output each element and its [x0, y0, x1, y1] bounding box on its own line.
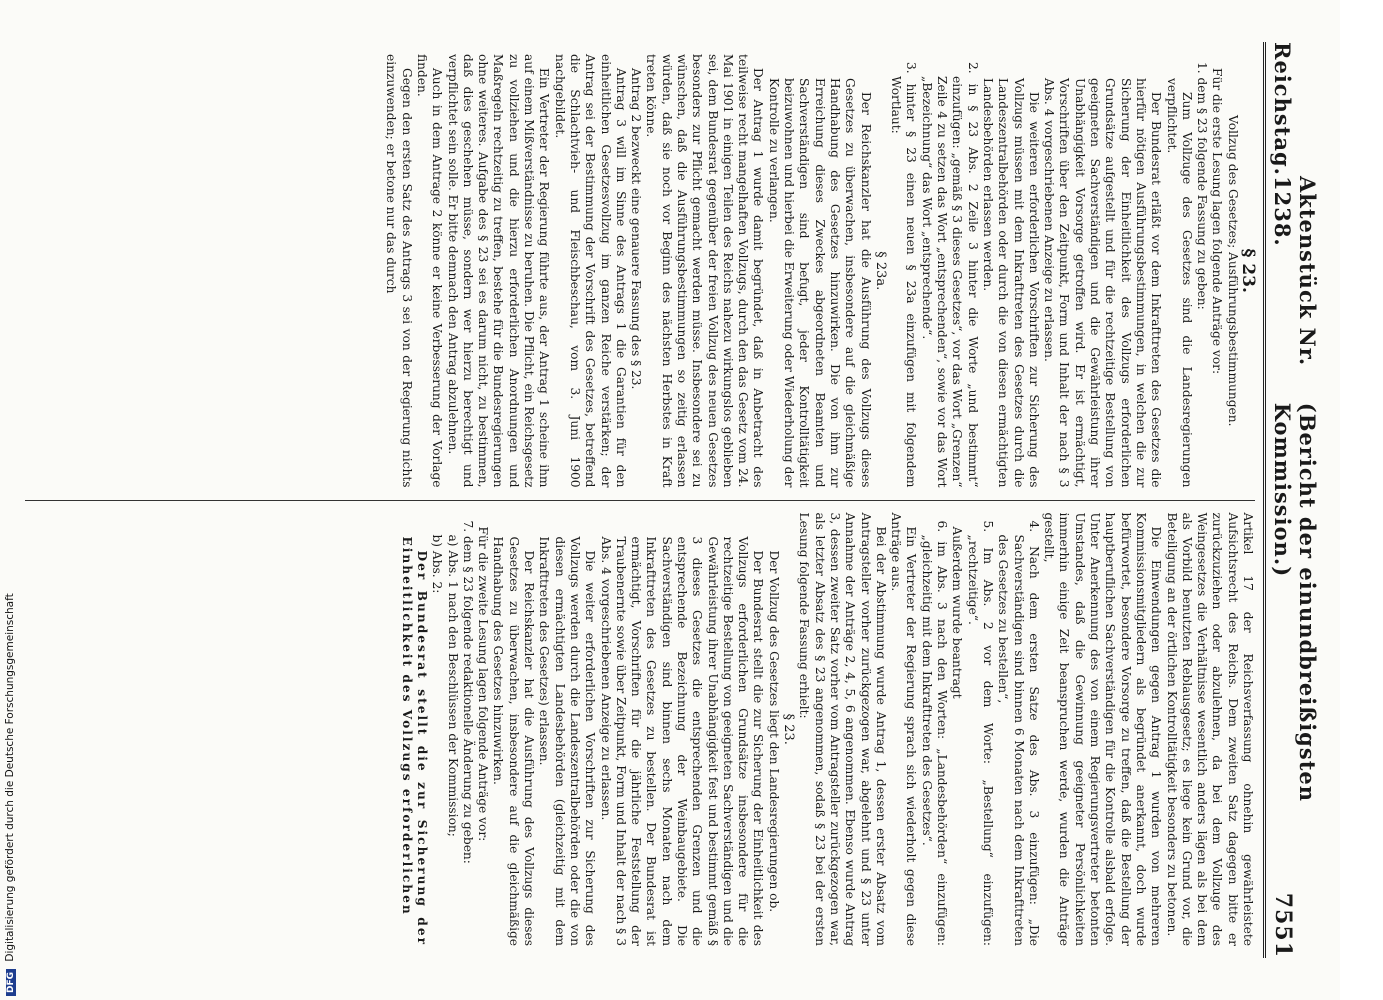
paragraph: Der Antrag 1 wurde damit begründet, daß in Anbetracht des teilweise recht mangelhaften Vollzugs, durch den das Gesetz vom 24. Mai 1901 in einigen Teilen des Reichs nahezu wirkungslos geblieben sei, dem Bundesrat gegenüber der freien Vollzug des neuen Gesetzes besonders zur Pflicht gemacht werden müsse. Insbesondere sei zu wünschen, daß die Ausführungsbestimmungen so zeitig erlassen würden, daß sie noch vor Beginn des nächsten Herbstes in Kraft treten könne. — [644, 54, 766, 488]
list-item: 2. in § 23 Abs. 2 Zeile 3 hinter die Worte „und bestimmt“ einzufügen: „gemäß § 3 dieses Gesetzes“, vor das Wort „Grenzen“ Zeile 4 zu setzen das Wort „entsprechenden“, sowie vor das Wort „Bezeichnung“ das Wort „entsprechende“. — [919, 62, 980, 488]
list-item: 5. Im Abs. 2 vor dem Worte: „Bestellung“ einzufügen: „rechtzeitige“. — [965, 520, 995, 946]
paragraph: Für die zweite Lesung lagen folgende Anträge vor: — [476, 526, 491, 842]
text-columns — [25, 42, 1258, 958]
section-title: § 23. — [1238, 248, 1258, 293]
quoted-text: Zum Vollzuge des Gesetzes sind die Landesregierungen verpflichtet. — [1164, 78, 1194, 488]
left-column — [25, 42, 1258, 501]
quoted-text: Die weiter erforderlichen Vorschriften zur Sicherung des Vollzugs werden durch die Landeszentralbehörden oder die von diesen ermächtigten Landesbehörden (gleichzeitig mit dem Inkrafttreten des Gesetzes) erlassen. — [537, 536, 598, 946]
right-column — [25, 501, 1255, 959]
page-number: 7551 — [1270, 892, 1296, 958]
paragraph: Antrag 2 bezweckt eine genauere Fassung des § 23. — [629, 68, 644, 390]
paragraph: Bei der Abstimmung wurde Antrag 1, dessen erster Absatz vom Antragsteller vorher zurückgezogen war, abgelehnt und § 23 unter Annahme der Anträge 2, 4, 5, 6 angenommen. Ebenso wurde Antrag 3, dessen zweiter Satz vorher vom Antragsteller zurückgezogen war, als letzter Absatz des § 23 angenommen, sodaß § 23 bei der ersten Lesung folgende Fassung erhielt: — [797, 512, 888, 946]
paragraph: Ein Vertreter der Regierung führte aus, der Antrag 1 scheine ihm auf einem Mißverständnisse zu beruhen. Die Pflicht, ein Reichsgesetz zu vollziehen und die hierzu erforderlichen Anordnungen und Maßregeln rechtzeitig zu treffen, bestehe für die Bundesregierungen ohne weiteres. Aufgabe des § 23 sei es darum nicht, zu bestimmen, daß dies geschehen müsse, sondern wer hierzu berechtigt und verpflichtet sein solle. Er bitte demnach den Antrag abzulehnen. — [445, 54, 552, 488]
dfg-logo: DFG — [6, 969, 16, 996]
quoted-text: Der Vollzug des Gesetzes liegt den Landesregierungen ob. — [766, 550, 781, 913]
list-item: 3. hinter § 23 einen neuen § 23a einzufügen mit folgendem Wortlaut: — [889, 62, 919, 488]
funding-note — [4, 593, 16, 996]
paragraph: Die Einwendungen gegen Antrag 1 wurden von mehreren Kommissionsmitgliedern als begründet anerkannt, doch wurde befürwortet, besondere Vorsorge zu treffen, daß die Bestellung der hauptberuflichen Sachverständigen für die Kontrolle alsbald erfolge. Unter Anerkennung des von einem Regierungsvertreter betonten Umstandes, daß die Gewinnung geeigneter Persönlichkeiten immerhin einige Zeit beanspruchen werde, wurden die Anträge gestellt, — [1042, 512, 1164, 946]
paragraph: Außerdem wurde beantragt — [950, 526, 965, 699]
header-document-number: Aktenstück Nr. 1238. — [1270, 175, 1320, 367]
page-header — [1263, 42, 1320, 958]
paragraph: Antrag 3 will im Sinne des Antrags 1 die Garantien für den einheitlichen Gesetzesvollzug im ganzen Reiche verstärken; der Antrag sei der Bestimmung der Vorschrift des Gesetzes, betreffend die Schlachtvieh- und Fleischbeschau, vom 3. Juni 1900 nachgebildet. — [552, 54, 628, 488]
paragraph: Auch in dem Antrage 2 könne er keine Verbesserung der Vorlage finden. — [414, 54, 445, 488]
quoted-text: Der Bundesrat erläßt vor dem Inkrafttreten des Gesetzes die hierfür nötigen Ausführungsbestimmungen, in welchen die zur Sicherung der Einheitlichkeit des Vollzugs erforderlichen Grundsätze aufgestellt und für die rechtzeitige Bestellung von geeigneten Sachverständigen und die Gewährleistung ihrer Unabhängigkeit Vorsorge getroffen wird. Er ist ermächtigt, Vorschriften über den Zeitpunkt, Form und Inhalt der nach § 3 Abs. 4 vorgeschriebenen Anzeige zu erlassen. — [1042, 78, 1164, 488]
quoted-text: Der Bundesrat stellt die zur Sicherung der Einheitlichkeit des Vollzugs erforderlichen — [399, 536, 429, 946]
paragraph: Artikel 17 der Reichsverfassung ohnehin gewährleistete Aufsichtsrecht des Reichs. Dem zweiten Satz dagegen bitte er zurückzuziehen oder abzulehnen, da bei dem Vollzuge des Weingesetzes die Verhältnisse wesentlich anders lägen als bei dem als Vorbild benutzten Reblausgesetz; es liege kein Grund vor, die Beteiligung an der örtlichen Kontrolltätigkeit besonders zu betonen. — [1164, 512, 1255, 946]
quoted-text: Der Bundesrat stellt die zur Sicherung der Einheitlichkeit des Vollzugs erforderlichen Grundsätze insbesondere für die rechtzeitige Bestellung von geeigneten Sachverständigen und die Gewährleistung ihrer Unabhängigkeit fest und bestimmt gemäß § 3 dieses Gesetzes die entsprechenden Grenzen und die entsprechende Bezeichnung der Weinbaugebiete. Die Sachverständigen sind binnen sechs Monaten nach dem Inkrafttreten des Gesetzes zu bestellen. Der Bundesrat ist ermächtigt, Vorschriften für die jährliche Feststellung der Traubenernte sowie über Zeitpunkt, Form und Inhalt der nach § 3 Abs. 4 vorgeschriebenen Anzeige zu erlassen. — [598, 536, 766, 946]
paragraph: Für die erste Lesung lagen folgende Anträge vor: — [1210, 68, 1225, 375]
list-item: b) Abs. 2: — [430, 534, 445, 594]
funding-note-text: Digitalisierung gefördert durch die Deutsche Forschungsgemeinschaft — [4, 593, 16, 962]
list-item: 6. im Abs. 3 nach den Worten: „Landesbehörden“ einzufügen: „gleichzeitig mit dem Inkrafttreten des Gesetzes“. — [919, 520, 950, 946]
section-subtitle: Vollzug des Gesetzes; Ausführungsbestimmungen. — [1225, 115, 1240, 427]
list-item: a) Abs. 1 nach den Beschlüssen der Kommission; — [445, 534, 460, 837]
paragraph: Ein Vertreter der Regierung sprach sich wiederholt gegen diese Anträge aus. — [889, 512, 919, 946]
quoted-text: Die weiteren erforderlichen Vorschriften zur Sicherung des Vollzugs müssen mit dem Inkrafttreten des Gesetzes durch die Landeszentralbehörden oder durch die von diesen ermächtigten Landesbehörden erlassen werden. — [980, 78, 1041, 488]
quoted-text: Der Reichskanzler hat die Ausführung des Vollzugs dieses Gesetzes zu überwachen, insbesondere auf die gleichmäßige Handhabung des Gesetzes hinzuwirken. Die von ihm zur Erreichung dieses Zweckes abgeordneten Beamten und Sachverständigen sind befugt, jeder Kontrolltätigkeit beizuwohnen und hierbei die Erweiterung oder Wiederholung der Kontrolle zu verlangen. — [766, 78, 873, 488]
header-chamber: Reichstag. — [1270, 42, 1295, 176]
header-report-title: (Bericht der einundbreißigsten Kommission.) — [1270, 402, 1320, 803]
paragraph: Gegen den ersten Satz des Antrags 3 sei von der Regierung nichts einzuwenden; er betone nur das durch — [384, 54, 414, 488]
section-title: § 23. — [781, 713, 797, 745]
list-item: 1. dem § 23 folgende Fassung zu geben: — [1195, 62, 1210, 310]
quoted-text: Der Reichskanzler hat die Ausführung des Vollzugs dieses Gesetzes zu überwachen, insbesondere auf die gleichmäßige Handhabung des Gesetzes hinzuwirken. — [491, 536, 537, 946]
list-item: 7. dem § 23 folgende redaktionelle Änderung zu geben: — [460, 520, 475, 864]
list-item: 4. Nach dem ersten Satze des Abs. 3 einzufügen: „Die Sachverständigen sind binnen 6 Monaten nach dem Inkrafttreten des Gesetzes zu bestellen“, — [996, 520, 1041, 946]
subsection-title: § 23a. — [872, 251, 888, 291]
